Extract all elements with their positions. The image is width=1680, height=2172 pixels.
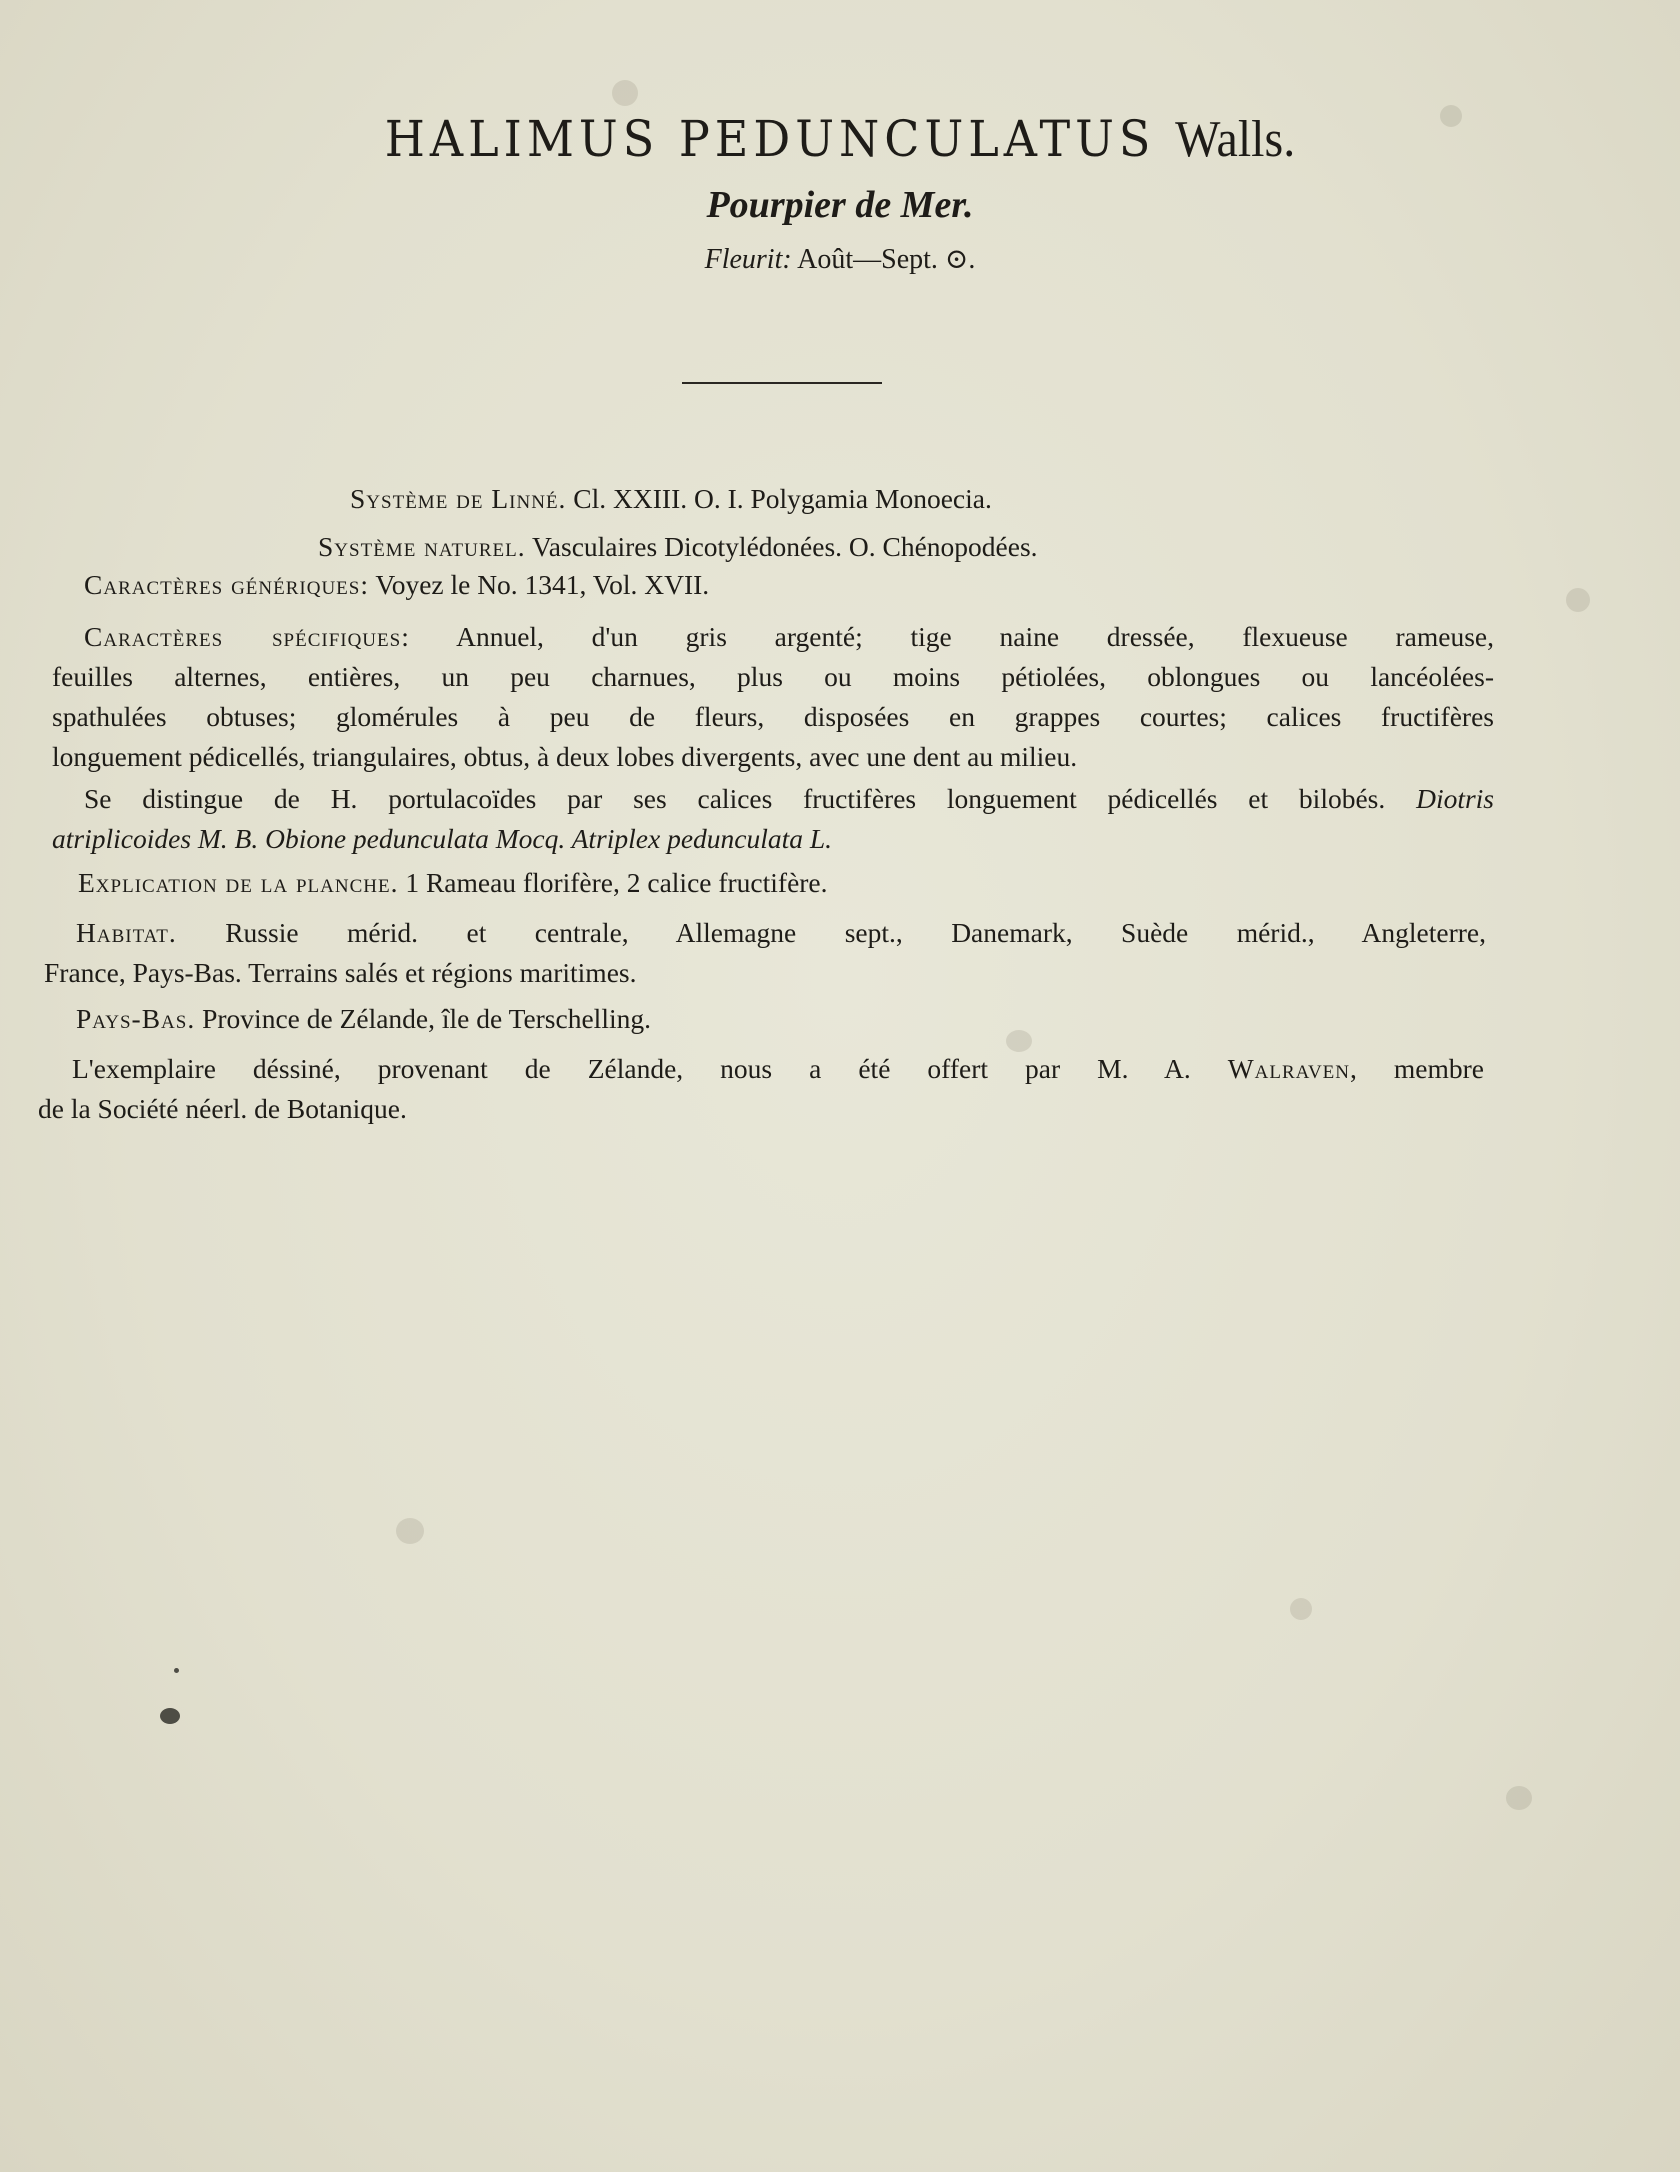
naturel-label: Système naturel. xyxy=(318,531,526,562)
common-name: Pourpier de Mer. xyxy=(706,184,974,226)
habitat-line-1 xyxy=(76,914,1486,952)
paper-spot xyxy=(1506,1786,1532,1810)
exemplaire-text-2: , membre xyxy=(1350,1053,1484,1084)
specifiques-line-4: longuement pédicellés, triangulaires, obtus, à deux lobes divergents, avec une dent au milieu. xyxy=(52,741,1078,772)
paper-spot xyxy=(396,1518,424,1544)
flowering-line xyxy=(0,242,1680,276)
generiques-text: Voyez le No. 1341, Vol. XVII. xyxy=(375,569,710,600)
distingue-text: Se distingue de H. portulacoïdes par ses calices fructifères longuement pédicellés et bilobés. xyxy=(84,783,1386,814)
habitat-text-1: Russie mérid. et centrale, Allemagne sept., Danemark, Suède mérid., Angleterre, xyxy=(225,917,1486,948)
specifiques-line-1 xyxy=(84,618,1494,656)
page-title xyxy=(0,110,1680,169)
paper-spot xyxy=(1290,1598,1312,1620)
ink-dot xyxy=(174,1668,179,1673)
specifiques-line-2: feuilles alternes, entières, un peu charnues, plus ou moins pétiolées, oblongues ou lancéolées- xyxy=(52,661,1494,692)
ink-blot xyxy=(160,1708,180,1724)
flowering-value: Août—Sept. ⊙. xyxy=(797,244,976,275)
explication-text: 1 Rameau florifère, 2 calice fructifère. xyxy=(405,867,828,898)
naturel-text: Vasculaires Dicotylédonées. O. Chénopodées. xyxy=(531,531,1038,562)
title-author: Walls. xyxy=(1175,110,1296,169)
linne-label: Système de Linné. xyxy=(350,483,567,514)
distingue-line-2: atriplicoides M. B. Obione pedunculata Mocq. Atriplex pedunculata L. xyxy=(52,823,833,854)
paper-spot xyxy=(612,80,638,106)
header-rule xyxy=(682,382,882,384)
specifiques-line-3: spathulées obtuses; glomérules à peu de fleurs, disposées en grappes courtes; calices fructifères xyxy=(52,701,1494,732)
distingue-synonym-1: Diotris xyxy=(1416,783,1495,814)
exemplaire-line-2: de la Société néerl. de Botanique. xyxy=(38,1093,407,1124)
distingue-line-1 xyxy=(84,780,1494,818)
paysbas-line xyxy=(76,1000,651,1038)
explication-line xyxy=(78,864,828,902)
paper-spot xyxy=(1566,588,1590,612)
linne-line xyxy=(350,480,992,518)
paper-spot xyxy=(1006,1030,1032,1052)
specifiques-text-1: Annuel, d'un gris argenté; tige naine dressée, flexueuse rameuse, xyxy=(456,621,1494,652)
naturel-line xyxy=(318,528,1038,566)
exemplaire-line-1 xyxy=(72,1050,1484,1088)
paysbas-label: Pays-Bas. xyxy=(76,1003,196,1034)
specifiques-label: Caractères spécifiques: xyxy=(84,621,410,652)
generiques-line xyxy=(84,566,709,604)
habitat-label: Habitat. xyxy=(76,917,177,948)
title-species: HALIMUS PEDUNCULATUS xyxy=(384,109,1156,169)
exemplaire-text-1: L'exemplaire déssiné, provenant de Zélande, nous a été offert par M. A. xyxy=(72,1053,1191,1084)
explication-label: Explication de la planche. xyxy=(78,867,399,898)
flowering-label: Fleurit: xyxy=(704,244,792,275)
paysbas-text: Province de Zélande, île de Terschelling. xyxy=(202,1003,651,1034)
exemplaire-donor: Walraven xyxy=(1227,1053,1350,1084)
habitat-line-2: France, Pays-Bas. Terrains salés et régions maritimes. xyxy=(44,957,637,988)
linne-text: Cl. XXIII. O. I. Polygamia Monoecia. xyxy=(573,483,992,514)
generiques-label: Caractères génériques: xyxy=(84,569,369,600)
